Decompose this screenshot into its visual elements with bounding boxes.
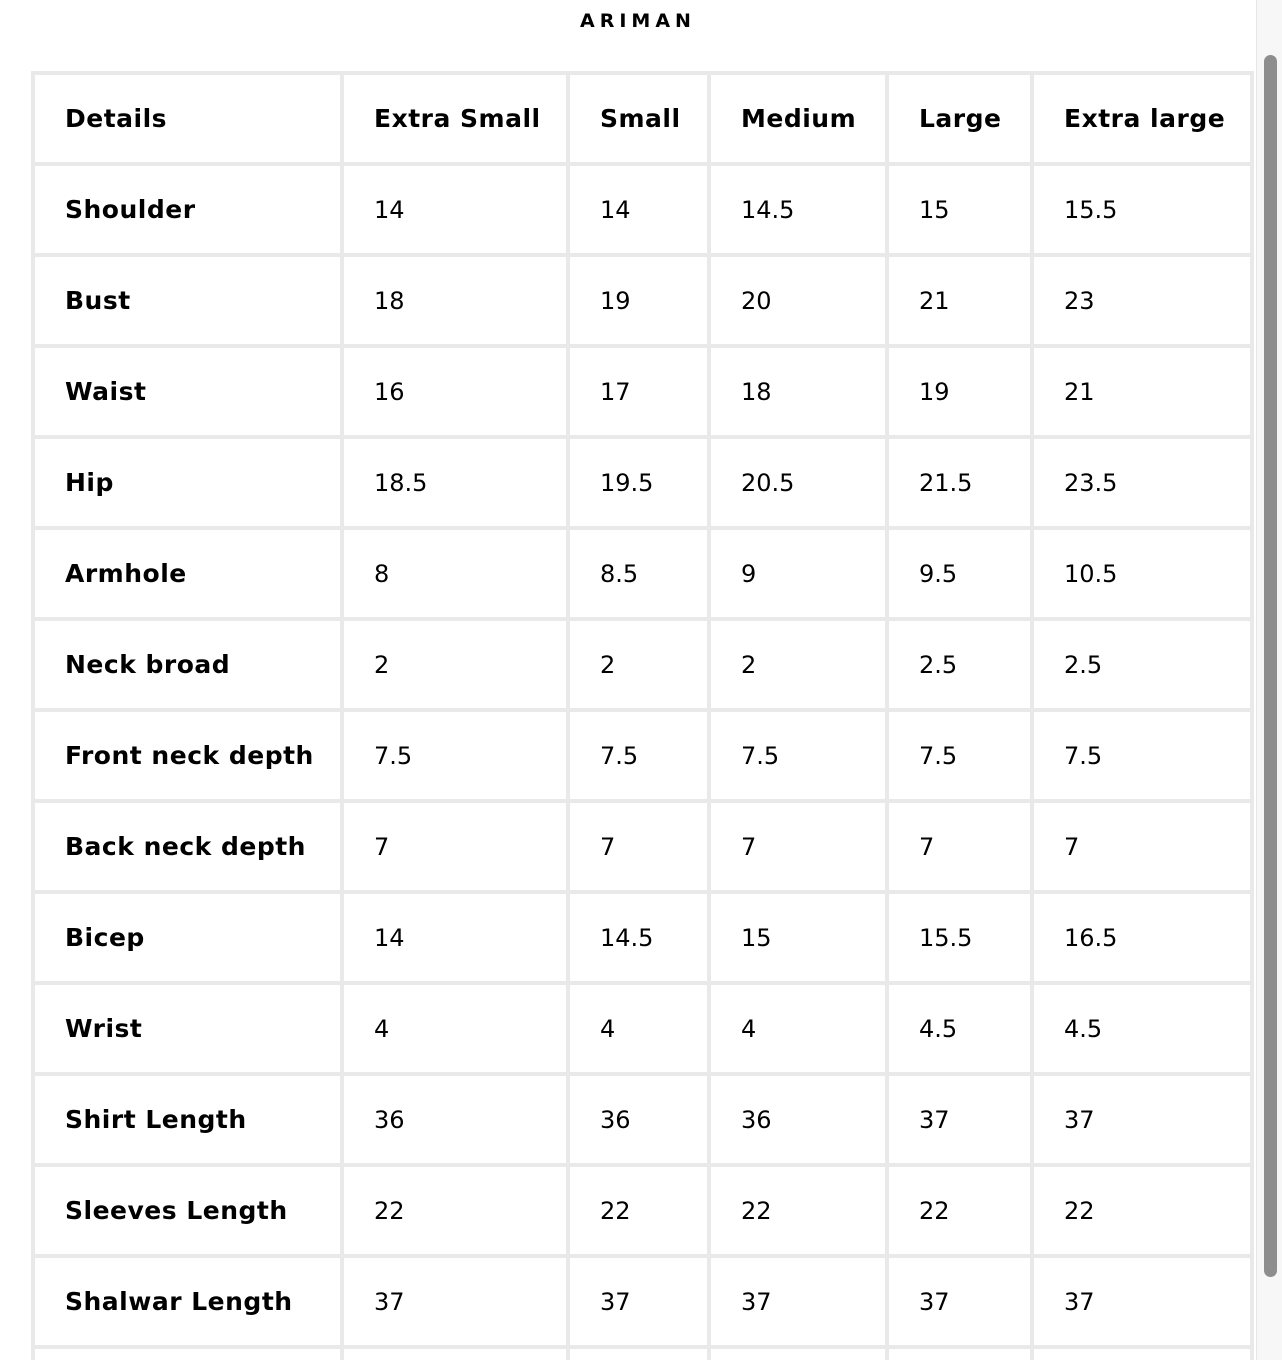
value-cell: 20.5: [711, 439, 885, 526]
value-cell: 23: [1034, 257, 1250, 344]
header-cell: Small: [570, 75, 707, 162]
header-cell: Large: [889, 75, 1030, 162]
value-cell: 22: [889, 1167, 1030, 1254]
row-label-cell: Sleeves Length: [35, 1167, 340, 1254]
table-row: [35, 1076, 1250, 1163]
value-cell: 2: [344, 621, 566, 708]
value-cell: 16: [344, 348, 566, 435]
row-label-cell: Bicep: [35, 894, 340, 981]
value-cell: 37: [889, 1258, 1030, 1345]
value-cell: 16.5: [1034, 894, 1250, 981]
table-row: [35, 257, 1250, 344]
header-cell: Medium: [711, 75, 885, 162]
row-label-cell: Armhole: [35, 530, 340, 617]
value-cell: 37: [889, 1076, 1030, 1163]
value-cell: 36: [344, 1076, 566, 1163]
value-cell: 22: [344, 1167, 566, 1254]
value-cell: 15: [889, 166, 1030, 253]
table-row: [35, 1349, 1250, 1360]
value-cell: 10.5: [1034, 530, 1250, 617]
row-label-cell: Waist: [35, 348, 340, 435]
value-cell: 23.5: [1034, 439, 1250, 526]
value-cell: 2.5: [889, 621, 1030, 708]
table-row: [35, 439, 1250, 526]
row-label-cell: Shirt Length: [35, 1076, 340, 1163]
value-cell: 7.5: [570, 712, 707, 799]
value-cell: 15: [711, 894, 885, 981]
value-cell: 37: [1034, 1258, 1250, 1345]
value-cell: 9: [711, 530, 885, 617]
value-cell: 17: [570, 348, 707, 435]
value-cell: 18: [344, 257, 566, 344]
value-cell: 2: [570, 621, 707, 708]
value-cell: 4: [711, 985, 885, 1072]
table-row: [35, 985, 1250, 1072]
value-cell: 18: [711, 348, 885, 435]
value-cell: 7: [711, 803, 885, 890]
value-cell: 22: [711, 1167, 885, 1254]
value-cell: 2: [711, 621, 885, 708]
value-cell: 4.5: [1034, 985, 1250, 1072]
value-cell: 22: [570, 1167, 707, 1254]
value-cell: [889, 1349, 1030, 1360]
value-cell: 14: [344, 894, 566, 981]
value-cell: 7: [889, 803, 1030, 890]
table-row: [35, 166, 1250, 253]
value-cell: 7.5: [711, 712, 885, 799]
value-cell: 22: [1034, 1167, 1250, 1254]
row-label-cell: Wrist: [35, 985, 340, 1072]
value-cell: 14.5: [570, 894, 707, 981]
row-label-cell: Bust: [35, 257, 340, 344]
value-cell: 7: [570, 803, 707, 890]
value-cell: 4.5: [889, 985, 1030, 1072]
header-cell: Details: [35, 75, 340, 162]
size-chart-container: [31, 71, 1250, 1360]
value-cell: [1034, 1349, 1250, 1360]
value-cell: 14: [344, 166, 566, 253]
table-row: [35, 1258, 1250, 1345]
scrollbar-thumb[interactable]: [1264, 55, 1277, 1277]
value-cell: 37: [1034, 1076, 1250, 1163]
value-cell: 15.5: [889, 894, 1030, 981]
row-label-cell: [35, 1349, 340, 1360]
row-label-cell: Back neck depth: [35, 803, 340, 890]
value-cell: 36: [570, 1076, 707, 1163]
value-cell: 37: [344, 1258, 566, 1345]
value-cell: 4: [344, 985, 566, 1072]
value-cell: 37: [711, 1258, 885, 1345]
header-cell: Extra Small: [344, 75, 566, 162]
row-label-cell: Front neck depth: [35, 712, 340, 799]
value-cell: 14.5: [711, 166, 885, 253]
value-cell: 7.5: [1034, 712, 1250, 799]
table-row: [35, 712, 1250, 799]
value-cell: 7: [344, 803, 566, 890]
value-cell: [344, 1349, 566, 1360]
vertical-scrollbar[interactable]: [1256, 0, 1282, 1360]
value-cell: 9.5: [889, 530, 1030, 617]
row-label-cell: Hip: [35, 439, 340, 526]
value-cell: 21: [1034, 348, 1250, 435]
value-cell: [570, 1349, 707, 1360]
value-cell: 7.5: [344, 712, 566, 799]
value-cell: 21: [889, 257, 1030, 344]
value-cell: 19.5: [570, 439, 707, 526]
size-chart-table: [31, 71, 1254, 1360]
table-row: [35, 348, 1250, 435]
table-row: [35, 894, 1250, 981]
value-cell: 8.5: [570, 530, 707, 617]
value-cell: 8: [344, 530, 566, 617]
row-label-cell: Shalwar Length: [35, 1258, 340, 1345]
table-row: [35, 530, 1250, 617]
brand-logo-text: ARIMAN: [580, 10, 696, 32]
value-cell: 14: [570, 166, 707, 253]
table-header-row: [35, 75, 1250, 162]
value-cell: 19: [570, 257, 707, 344]
value-cell: [711, 1349, 885, 1360]
value-cell: 21.5: [889, 439, 1030, 526]
table-row: [35, 1167, 1250, 1254]
value-cell: 18.5: [344, 439, 566, 526]
row-label-cell: Shoulder: [35, 166, 340, 253]
value-cell: 15.5: [1034, 166, 1250, 253]
value-cell: 37: [570, 1258, 707, 1345]
table-row: [35, 803, 1250, 890]
value-cell: 20: [711, 257, 885, 344]
value-cell: 2.5: [1034, 621, 1250, 708]
header-cell: Extra large: [1034, 75, 1250, 162]
value-cell: 4: [570, 985, 707, 1072]
value-cell: 19: [889, 348, 1030, 435]
value-cell: 7.5: [889, 712, 1030, 799]
row-label-cell: Neck broad: [35, 621, 340, 708]
table-row: [35, 621, 1250, 708]
value-cell: 36: [711, 1076, 885, 1163]
value-cell: 7: [1034, 803, 1250, 890]
